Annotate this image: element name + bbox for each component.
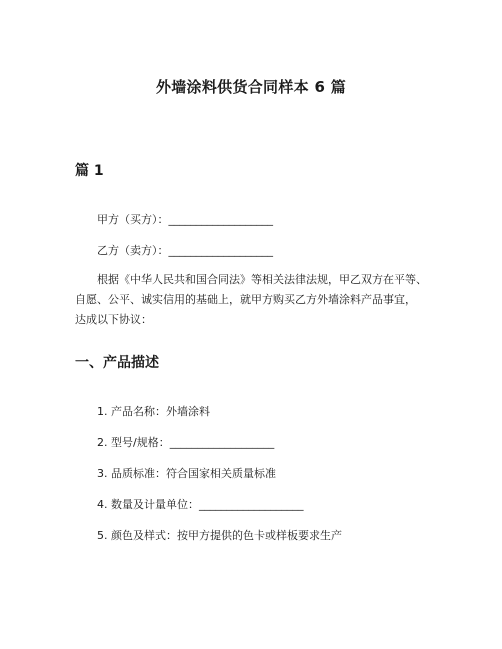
- intro-line-2: 自愿、公平、诚实信用的基础上，就甲方购买乙方外墙涂料产品事宜，: [75, 293, 416, 306]
- section-heading-product: 一、产品描述: [75, 355, 159, 371]
- list-item: 1. 产品名称：外墙涂料: [97, 405, 210, 418]
- list-item: 3. 品质标准：符合国家相关质量标准: [97, 467, 276, 480]
- party-b-line: 乙方（卖方）：___________________: [97, 244, 273, 257]
- part-heading: 篇 1: [75, 163, 104, 179]
- document-title: 外墙涂料供货合同样本 6 篇: [155, 78, 347, 96]
- intro-paragraph: [75, 270, 435, 330]
- list-item: 5. 颜色及样式：按甲方提供的色卡或样板要求生产: [97, 529, 342, 542]
- party-a-line: 甲方（买方）：___________________: [97, 213, 273, 226]
- intro-line-1: 根据《中华人民共和国合同法》等相关法律法规，甲乙双方在平等、: [97, 273, 427, 286]
- intro-line-3: 达成以下协议：: [75, 313, 152, 326]
- list-item: 4. 数量及计量单位：___________________: [97, 498, 304, 511]
- list-item: 2. 型号/规格：___________________: [97, 436, 275, 449]
